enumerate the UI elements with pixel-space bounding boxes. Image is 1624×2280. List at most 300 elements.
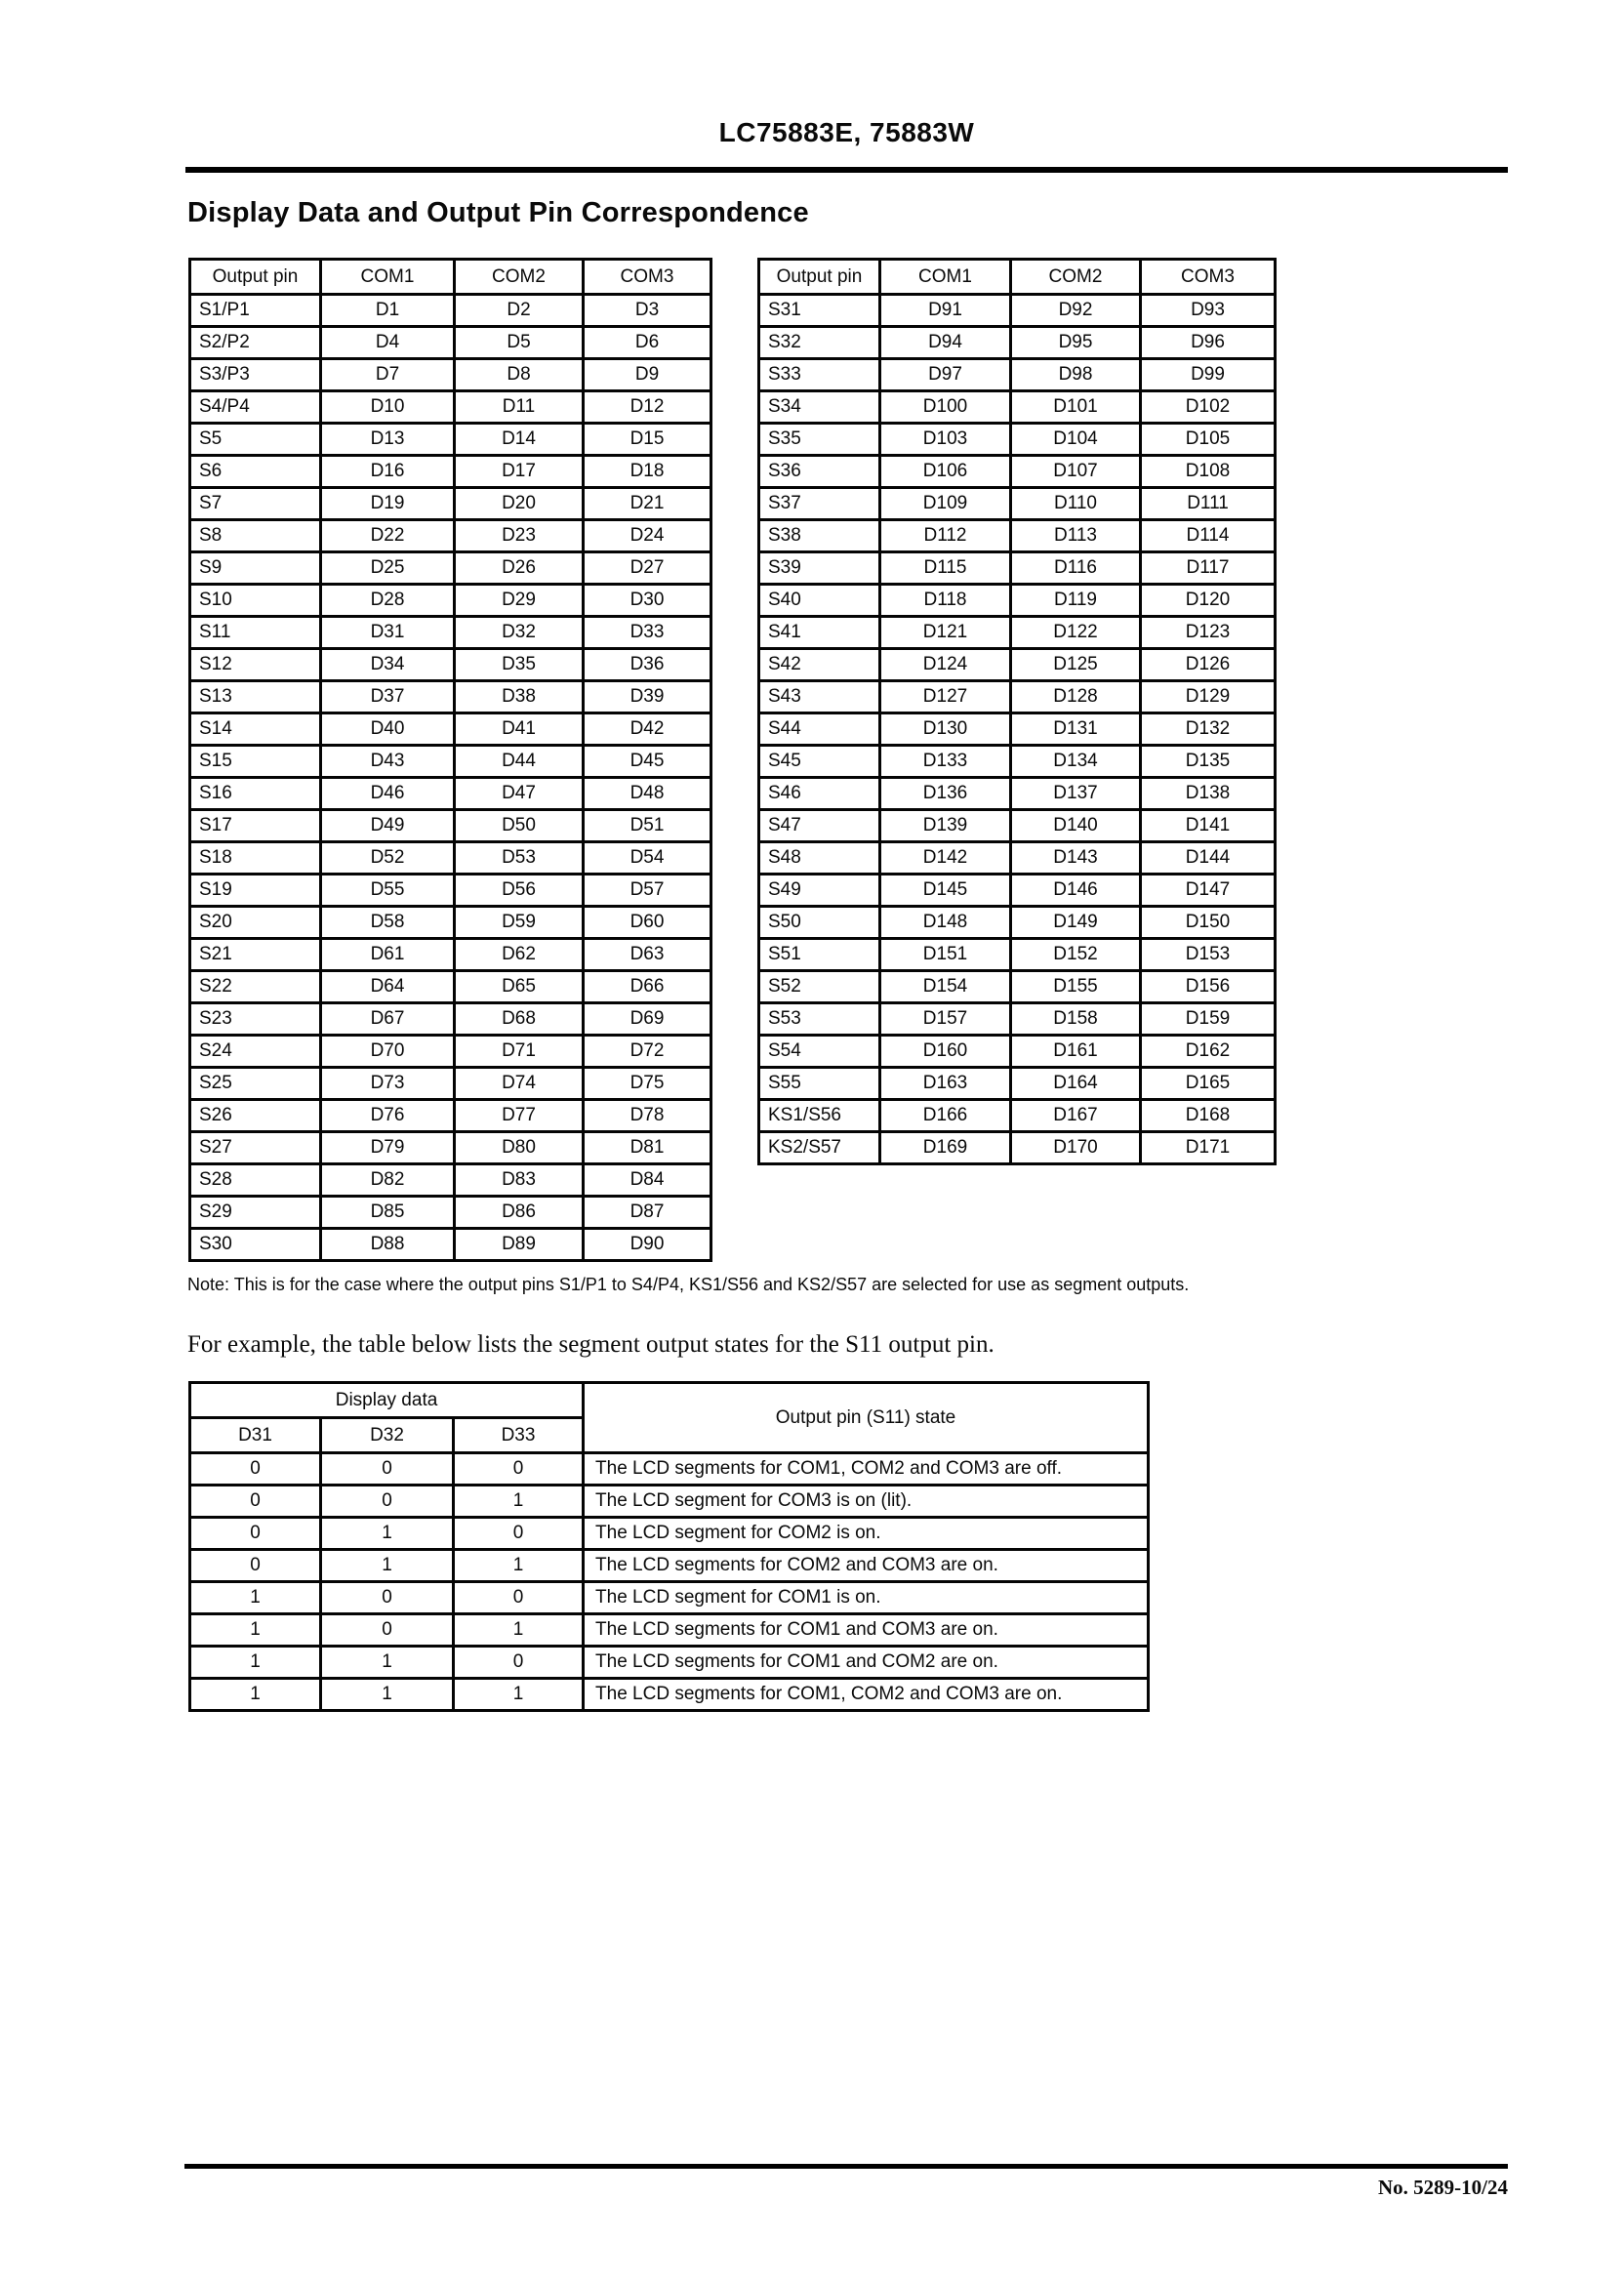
com2-cell: D158: [1011, 1003, 1141, 1036]
com1-cell: D103: [880, 424, 1011, 456]
com1-cell: D160: [880, 1036, 1011, 1068]
com2-cell: D38: [455, 681, 584, 713]
output-pin-cell: S13: [190, 681, 321, 713]
output-pin-cell: S1/P1: [190, 295, 321, 327]
table-row: [190, 1614, 1149, 1647]
output-pin-cell: S21: [190, 939, 321, 971]
com1-cell: D148: [880, 907, 1011, 939]
state-cell: The LCD segment for COM3 is on (lit).: [584, 1486, 1149, 1518]
table-row: [190, 1132, 711, 1164]
table-row: [190, 520, 711, 552]
com1-cell: D64: [321, 971, 455, 1003]
col-header-com3: COM3: [1141, 260, 1276, 295]
header-row: [759, 260, 1276, 295]
com2-cell: D11: [455, 391, 584, 424]
com3-cell: D138: [1141, 778, 1276, 810]
com2-cell: D59: [455, 907, 584, 939]
output-pin-cell: S55: [759, 1068, 880, 1100]
table-row: [190, 552, 711, 585]
com1-cell: D169: [880, 1132, 1011, 1164]
table-row: [190, 1229, 711, 1261]
state-cell: The LCD segment for COM1 is on.: [584, 1582, 1149, 1614]
table-row: [190, 1003, 711, 1036]
com1-cell: D166: [880, 1100, 1011, 1132]
com3-cell: D102: [1141, 391, 1276, 424]
com2-cell: D119: [1011, 585, 1141, 617]
com1-cell: D22: [321, 520, 455, 552]
table-row: [759, 295, 1276, 327]
table-row: [190, 424, 711, 456]
table-row: [190, 327, 711, 359]
d33-cell: 1: [454, 1550, 584, 1582]
com2-cell: D17: [455, 456, 584, 488]
com1-cell: D145: [880, 875, 1011, 907]
correspondence-table-left: [188, 258, 712, 1262]
com2-cell: D125: [1011, 649, 1141, 681]
com1-cell: D4: [321, 327, 455, 359]
com2-cell: D149: [1011, 907, 1141, 939]
com1-cell: D55: [321, 875, 455, 907]
com3-cell: D147: [1141, 875, 1276, 907]
com2-cell: D44: [455, 746, 584, 778]
output-pin-cell: S27: [190, 1132, 321, 1164]
output-pin-cell: S3/P3: [190, 359, 321, 391]
com1-cell: D16: [321, 456, 455, 488]
example-intro-text: For example, the table below lists the segment output states for the S11 output pin.: [187, 1331, 995, 1358]
com3-cell: D87: [584, 1197, 711, 1229]
com3-cell: D60: [584, 907, 711, 939]
output-pin-cell: S17: [190, 810, 321, 842]
table-row: [759, 1100, 1276, 1132]
table-row: [759, 939, 1276, 971]
table-row: [759, 617, 1276, 649]
col-header-com3: COM3: [584, 260, 711, 295]
footer-rule: [184, 2164, 1508, 2169]
table-row: [190, 617, 711, 649]
output-pin-cell: S43: [759, 681, 880, 713]
com1-cell: D85: [321, 1197, 455, 1229]
note-text: Note: This is for the case where the output pins S1/P1 to S4/P4, KS1/S56 and KS2/S57 are selected for use as segment outputs.: [187, 1275, 1190, 1294]
com3-cell: D153: [1141, 939, 1276, 971]
output-pin-cell: S38: [759, 520, 880, 552]
segment-states-header: [190, 1383, 1149, 1453]
com2-cell: D89: [455, 1229, 584, 1261]
table-row: [190, 1036, 711, 1068]
output-pin-cell: S7: [190, 488, 321, 520]
com3-cell: D159: [1141, 1003, 1276, 1036]
output-pin-cell: S6: [190, 456, 321, 488]
output-pin-cell: S49: [759, 875, 880, 907]
com3-cell: D144: [1141, 842, 1276, 875]
com2-cell: D92: [1011, 295, 1141, 327]
table-row: [190, 649, 711, 681]
com2-cell: D8: [455, 359, 584, 391]
table-row: [190, 746, 711, 778]
output-pin-cell: S26: [190, 1100, 321, 1132]
col-header-output-pin: Output pin: [190, 260, 321, 295]
table-row: [759, 552, 1276, 585]
output-pin-cell: S47: [759, 810, 880, 842]
d31-cell: 1: [190, 1582, 321, 1614]
d32-cell: 1: [321, 1647, 454, 1679]
table-row: [190, 1164, 711, 1197]
state-cell: The LCD segments for COM1, COM2 and COM3 are off.: [584, 1453, 1149, 1486]
table-row: [190, 488, 711, 520]
table-row: [190, 391, 711, 424]
com1-cell: D115: [880, 552, 1011, 585]
com2-cell: D14: [455, 424, 584, 456]
output-pin-cell: S52: [759, 971, 880, 1003]
com1-cell: D67: [321, 1003, 455, 1036]
com3-cell: D42: [584, 713, 711, 746]
state-cell: The LCD segments for COM1 and COM2 are on.: [584, 1647, 1149, 1679]
output-pin-cell: S42: [759, 649, 880, 681]
com3-cell: D141: [1141, 810, 1276, 842]
com3-cell: D21: [584, 488, 711, 520]
com3-cell: D15: [584, 424, 711, 456]
com3-cell: D54: [584, 842, 711, 875]
com2-cell: D152: [1011, 939, 1141, 971]
com1-cell: D61: [321, 939, 455, 971]
com1-cell: D76: [321, 1100, 455, 1132]
com3-cell: D84: [584, 1164, 711, 1197]
display-data-group-header: Display data: [190, 1383, 584, 1418]
d31-cell: 1: [190, 1647, 321, 1679]
com3-cell: D66: [584, 971, 711, 1003]
output-pin-cell: S50: [759, 907, 880, 939]
output-pin-cell: S41: [759, 617, 880, 649]
d32-cell: 0: [321, 1453, 454, 1486]
output-pin-cell: S8: [190, 520, 321, 552]
com1-cell: D91: [880, 295, 1011, 327]
com3-cell: D51: [584, 810, 711, 842]
com3-cell: D90: [584, 1229, 711, 1261]
com1-cell: D70: [321, 1036, 455, 1068]
state-column-header: Output pin (S11) state: [584, 1383, 1149, 1453]
com3-cell: D114: [1141, 520, 1276, 552]
com1-cell: D52: [321, 842, 455, 875]
output-pin-cell: S31: [759, 295, 880, 327]
table-row: [190, 1582, 1149, 1614]
state-cell: The LCD segments for COM2 and COM3 are on.: [584, 1550, 1149, 1582]
table-row: [190, 1647, 1149, 1679]
header-row: [190, 260, 711, 295]
com2-cell: D26: [455, 552, 584, 585]
com1-cell: D73: [321, 1068, 455, 1100]
table-row: [190, 359, 711, 391]
com1-cell: D28: [321, 585, 455, 617]
output-pin-cell: S16: [190, 778, 321, 810]
com1-cell: D142: [880, 842, 1011, 875]
d33-cell: 0: [454, 1453, 584, 1486]
table-row: [190, 713, 711, 746]
d31-cell: 0: [190, 1486, 321, 1518]
com1-cell: D58: [321, 907, 455, 939]
output-pin-cell: S11: [190, 617, 321, 649]
state-cell: The LCD segments for COM1, COM2 and COM3 are on.: [584, 1679, 1149, 1711]
table-row: [190, 1679, 1149, 1711]
com3-cell: D12: [584, 391, 711, 424]
table-row: [759, 520, 1276, 552]
com1-cell: D151: [880, 939, 1011, 971]
d31-cell: 0: [190, 1518, 321, 1550]
table-row: [759, 424, 1276, 456]
output-pin-cell: S19: [190, 875, 321, 907]
output-pin-cell: S45: [759, 746, 880, 778]
state-cell: The LCD segment for COM2 is on.: [584, 1518, 1149, 1550]
com1-cell: D25: [321, 552, 455, 585]
com3-cell: D165: [1141, 1068, 1276, 1100]
output-pin-cell: S48: [759, 842, 880, 875]
com2-cell: D20: [455, 488, 584, 520]
com3-cell: D39: [584, 681, 711, 713]
table-row: [759, 907, 1276, 939]
com3-cell: D135: [1141, 746, 1276, 778]
com3-cell: D93: [1141, 295, 1276, 327]
output-pin-cell: S34: [759, 391, 880, 424]
output-pin-cell: S18: [190, 842, 321, 875]
com2-cell: D140: [1011, 810, 1141, 842]
com3-cell: D171: [1141, 1132, 1276, 1164]
output-pin-cell: S14: [190, 713, 321, 746]
output-pin-cell: S12: [190, 649, 321, 681]
d33-cell: 0: [454, 1518, 584, 1550]
com3-cell: D72: [584, 1036, 711, 1068]
output-pin-cell: S9: [190, 552, 321, 585]
table-row: [759, 456, 1276, 488]
section-title: Display Data and Output Pin Correspondence: [187, 197, 809, 228]
com2-cell: D98: [1011, 359, 1141, 391]
com3-cell: D30: [584, 585, 711, 617]
com2-cell: D164: [1011, 1068, 1141, 1100]
table-row: [190, 875, 711, 907]
com2-cell: D137: [1011, 778, 1141, 810]
table-row: [190, 907, 711, 939]
com1-cell: D100: [880, 391, 1011, 424]
com2-cell: D134: [1011, 746, 1141, 778]
correspondence-table-right: [757, 258, 1277, 1165]
col-header-com2: COM2: [1011, 260, 1141, 295]
com1-cell: D88: [321, 1229, 455, 1261]
table-row: [190, 1068, 711, 1100]
table-row: [759, 842, 1276, 875]
com2-cell: D35: [455, 649, 584, 681]
correspondence-right-body: [759, 295, 1276, 1164]
table-row: [759, 585, 1276, 617]
table-row: [190, 585, 711, 617]
com2-cell: D170: [1011, 1132, 1141, 1164]
com3-cell: D6: [584, 327, 711, 359]
com1-cell: D13: [321, 424, 455, 456]
table-row: [190, 1486, 1149, 1518]
table-row: [759, 327, 1276, 359]
com3-cell: D9: [584, 359, 711, 391]
output-pin-cell: S53: [759, 1003, 880, 1036]
col-header-com2: COM2: [455, 260, 584, 295]
d33-cell: 1: [454, 1614, 584, 1647]
com1-cell: D37: [321, 681, 455, 713]
com1-cell: D10: [321, 391, 455, 424]
header-rule: [185, 167, 1508, 173]
com2-cell: D104: [1011, 424, 1141, 456]
com2-cell: D2: [455, 295, 584, 327]
col-header-d31: D31: [190, 1418, 321, 1453]
com2-cell: D113: [1011, 520, 1141, 552]
d33-cell: 0: [454, 1647, 584, 1679]
com2-cell: D50: [455, 810, 584, 842]
d33-cell: 0: [454, 1582, 584, 1614]
com1-cell: D121: [880, 617, 1011, 649]
com1-cell: D109: [880, 488, 1011, 520]
d31-cell: 1: [190, 1614, 321, 1647]
com3-cell: D33: [584, 617, 711, 649]
com2-cell: D107: [1011, 456, 1141, 488]
com3-cell: D150: [1141, 907, 1276, 939]
com2-cell: D161: [1011, 1036, 1141, 1068]
com2-cell: D56: [455, 875, 584, 907]
com2-cell: D83: [455, 1164, 584, 1197]
output-pin-cell: S35: [759, 424, 880, 456]
table-row: [190, 939, 711, 971]
com1-cell: D31: [321, 617, 455, 649]
segment-states-table: [188, 1381, 1150, 1712]
table-row: [190, 971, 711, 1003]
com2-cell: D41: [455, 713, 584, 746]
com1-cell: D43: [321, 746, 455, 778]
d32-cell: 0: [321, 1582, 454, 1614]
d33-cell: 1: [454, 1679, 584, 1711]
d31-cell: 0: [190, 1453, 321, 1486]
d33-cell: 1: [454, 1486, 584, 1518]
com2-cell: D116: [1011, 552, 1141, 585]
output-pin-cell: S54: [759, 1036, 880, 1068]
com3-cell: D78: [584, 1100, 711, 1132]
table-row: [190, 1453, 1149, 1486]
table-row: [190, 681, 711, 713]
com2-cell: D167: [1011, 1100, 1141, 1132]
com2-cell: D53: [455, 842, 584, 875]
output-pin-cell: S10: [190, 585, 321, 617]
com1-cell: D163: [880, 1068, 1011, 1100]
com3-cell: D27: [584, 552, 711, 585]
output-pin-cell: S46: [759, 778, 880, 810]
com2-cell: D95: [1011, 327, 1141, 359]
com2-cell: D80: [455, 1132, 584, 1164]
table-row: [759, 778, 1276, 810]
com2-cell: D143: [1011, 842, 1141, 875]
output-pin-cell: KS1/S56: [759, 1100, 880, 1132]
output-pin-cell: S30: [190, 1229, 321, 1261]
output-pin-cell: S33: [759, 359, 880, 391]
table-row: [759, 1003, 1276, 1036]
com3-cell: D168: [1141, 1100, 1276, 1132]
com3-cell: D45: [584, 746, 711, 778]
table-row: [759, 359, 1276, 391]
output-pin-cell: S32: [759, 327, 880, 359]
com1-cell: D19: [321, 488, 455, 520]
com2-cell: D47: [455, 778, 584, 810]
com3-cell: D108: [1141, 456, 1276, 488]
com1-cell: D136: [880, 778, 1011, 810]
output-pin-cell: S5: [190, 424, 321, 456]
table-row: [759, 1068, 1276, 1100]
com1-cell: D40: [321, 713, 455, 746]
com1-cell: D46: [321, 778, 455, 810]
com1-cell: D118: [880, 585, 1011, 617]
table-row: [759, 649, 1276, 681]
com2-cell: D71: [455, 1036, 584, 1068]
com1-cell: D133: [880, 746, 1011, 778]
d32-cell: 0: [321, 1486, 454, 1518]
output-pin-cell: S4/P4: [190, 391, 321, 424]
table-row: [759, 746, 1276, 778]
com3-cell: D162: [1141, 1036, 1276, 1068]
com2-cell: D68: [455, 1003, 584, 1036]
table-row: [759, 391, 1276, 424]
com3-cell: D99: [1141, 359, 1276, 391]
com2-cell: D32: [455, 617, 584, 649]
com2-cell: D101: [1011, 391, 1141, 424]
table-row: [759, 681, 1276, 713]
d32-cell: 1: [321, 1518, 454, 1550]
com3-cell: D132: [1141, 713, 1276, 746]
com1-cell: D7: [321, 359, 455, 391]
com1-cell: D127: [880, 681, 1011, 713]
com3-cell: D96: [1141, 327, 1276, 359]
col-header-com1: COM1: [321, 260, 455, 295]
col-header-com1: COM1: [880, 260, 1011, 295]
col-header-d32: D32: [321, 1418, 454, 1453]
output-pin-cell: S15: [190, 746, 321, 778]
table-row: [190, 842, 711, 875]
com3-cell: D120: [1141, 585, 1276, 617]
com3-cell: D48: [584, 778, 711, 810]
segment-states-body: [190, 1453, 1149, 1711]
col-header-d33: D33: [454, 1418, 584, 1453]
output-pin-cell: S22: [190, 971, 321, 1003]
output-pin-cell: S20: [190, 907, 321, 939]
page-number: No. 5289-10/24: [1378, 2176, 1508, 2199]
output-pin-cell: S39: [759, 552, 880, 585]
com1-cell: D1: [321, 295, 455, 327]
output-pin-cell: S25: [190, 1068, 321, 1100]
table-row: [190, 295, 711, 327]
output-pin-cell: S2/P2: [190, 327, 321, 359]
com2-cell: D74: [455, 1068, 584, 1100]
d32-cell: 1: [321, 1679, 454, 1711]
com3-cell: D117: [1141, 552, 1276, 585]
correspondence-left-header: [190, 260, 711, 295]
table-row: [190, 1100, 711, 1132]
com1-cell: D82: [321, 1164, 455, 1197]
output-pin-cell: S44: [759, 713, 880, 746]
com1-cell: D157: [880, 1003, 1011, 1036]
com3-cell: D3: [584, 295, 711, 327]
table-row: [759, 810, 1276, 842]
d31-cell: 1: [190, 1679, 321, 1711]
com1-cell: D112: [880, 520, 1011, 552]
output-pin-cell: KS2/S57: [759, 1132, 880, 1164]
com1-cell: D124: [880, 649, 1011, 681]
table-row: [759, 875, 1276, 907]
table-row: [190, 456, 711, 488]
correspondence-right-header: [759, 260, 1276, 295]
com2-cell: D122: [1011, 617, 1141, 649]
table-row: [759, 488, 1276, 520]
output-pin-cell: S23: [190, 1003, 321, 1036]
com1-cell: D139: [880, 810, 1011, 842]
com1-cell: D154: [880, 971, 1011, 1003]
